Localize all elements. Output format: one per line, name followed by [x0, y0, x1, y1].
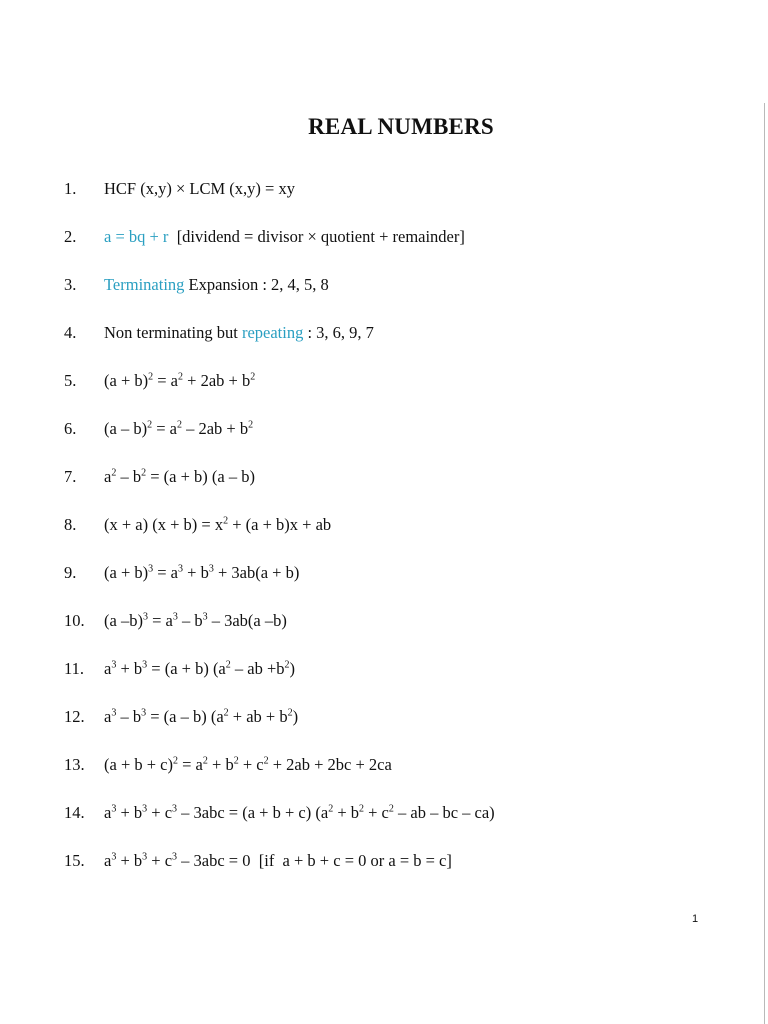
page-title: REAL NUMBERS: [308, 114, 494, 139]
item-number: 14.: [64, 803, 85, 822]
item-number: 4.: [64, 323, 77, 342]
right-margin-line: [764, 103, 765, 1024]
formula: (x + a) $(x + b) = x^2 + (a + b)x$ + ab: [104, 515, 332, 534]
formula: $(a + b)^2 = a^2 + 2ab + b^2$: [104, 371, 256, 390]
formula: (a $-b)^3 = a^3 - b^3 - 3ab(a$ –b): [104, 611, 287, 630]
page-number: 1: [692, 913, 699, 925]
item-number: 5.: [64, 371, 77, 390]
formula: Terminating Expansion : 2, 4, 5, 8: [104, 275, 329, 294]
item-number: 15.: [64, 851, 85, 870]
item-number: 12.: [64, 707, 85, 726]
item-number: 9.: [64, 563, 77, 582]
formula: Non terminating but repeating : 3, 6, 9, 7: [104, 323, 374, 342]
item-number: 11.: [64, 659, 85, 678]
item-number: 6.: [64, 419, 77, 438]
item-number: 7.: [64, 467, 77, 486]
item-number: 13.: [64, 755, 85, 774]
formula: $(a + b)^3 = a^3 + b^3 + 3ab(a + b)$: [104, 563, 300, 582]
formula: $a^3 - b^3 = (a - b) (a^2$ + ab + $b^2$): [104, 707, 299, 726]
formula: $(a + b + c)^2 = a^2 + b^2 + c^2 + 2ab + 2bc + 2ca$: [104, 755, 392, 774]
formula: $a^3 + b^3 + c^3 - 3abc = 0$ [if a + b + c = 0 or a = b = c]: [104, 851, 452, 870]
item-number: 10.: [64, 611, 85, 630]
formula: $a^3 + b^3 + c^3 - 3abc = (a + b + c) (a^2 + b^2 + c^2$ – ab – bc – ca): [104, 803, 495, 822]
formula: $a^3 + b^3 = (a + b)$ ($a^2$ – ab $+b^2$): [104, 659, 296, 678]
formula: HCF (x,y) × LCM (x,y) = xy: [104, 179, 295, 198]
formula: a = bq + r [dividend = divisor × quotient + remainder]: [104, 227, 465, 246]
item-number: 2.: [64, 227, 77, 246]
formula: $(a - b)^2 = a^2 - 2ab + b^2$: [104, 419, 254, 438]
item-number: 3.: [64, 275, 77, 294]
formula: $a^2 - b^2 = (a + b)$ (a – b): [104, 467, 255, 486]
item-number: 1.: [64, 179, 77, 198]
item-number: 8.: [64, 515, 77, 534]
